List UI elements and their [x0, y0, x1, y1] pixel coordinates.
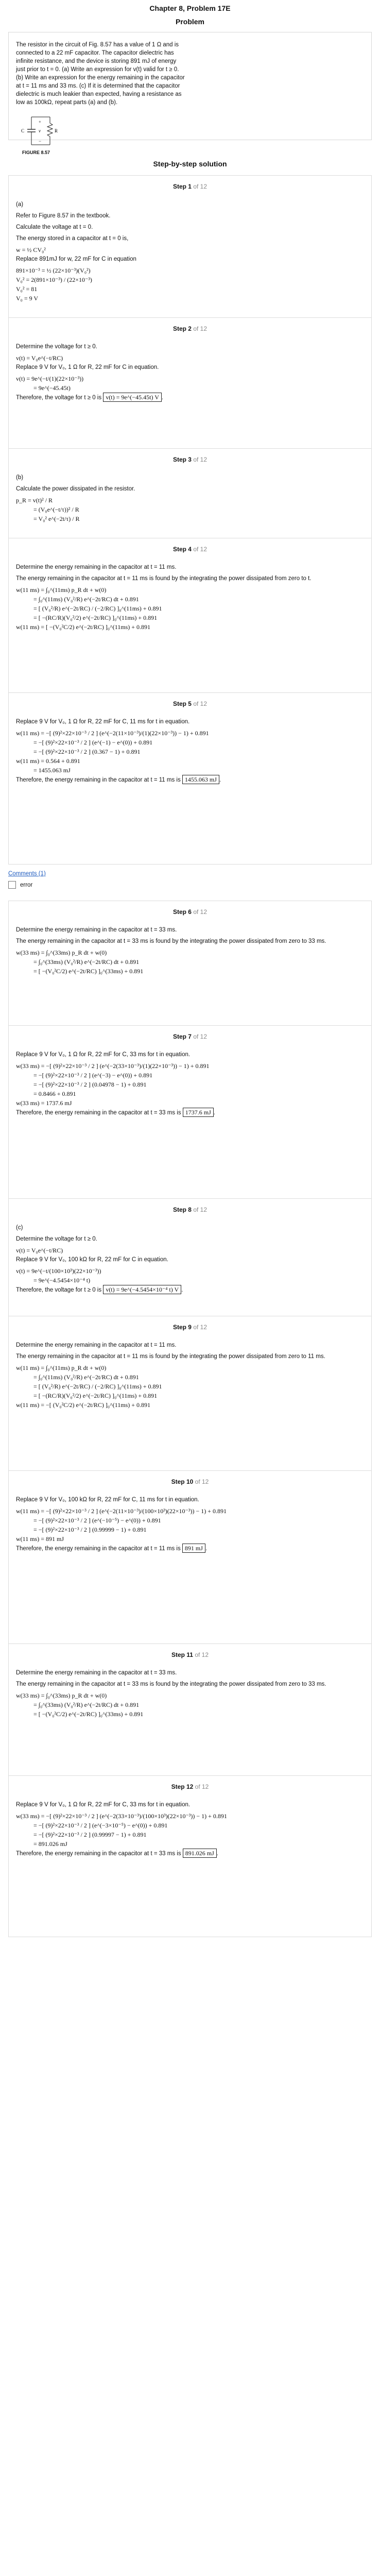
comment-entry	[8, 881, 372, 889]
step-equation: w(33 ms) = −[ (9)²×22×10⁻³ / 2 ] (e^(−2(33×10⁻³)/(1)(22×10⁻³)) − 1) + 0.891	[16, 1062, 210, 1070]
step-of-total: of 12	[193, 908, 208, 916]
step-title	[16, 1033, 364, 1040]
conclusion-text: Therefore, the energy remaining in the capacitor at t = 11 ms is	[16, 777, 182, 783]
step-2	[8, 317, 372, 448]
problem-label: Problem	[175, 18, 204, 26]
step-equation: = (V₀e^(−t/τ))² / R	[33, 506, 79, 513]
step-equation: = ∫₀^(11ms) (V₀²/R) e^(−2t/RC) dt + 0.891	[33, 596, 139, 603]
step-equation: = −[ (9)²×22×10⁻³ / 2 ] (e^(−1) − e^(0)) + 0.891	[33, 739, 153, 746]
step-text: Determine the voltage for t ≥ 0.	[16, 344, 97, 350]
step-text: Calculate the power dissipated in the resistor.	[16, 486, 135, 492]
step-number: Step 7	[172, 1033, 192, 1040]
v-label: v	[39, 128, 41, 133]
step-5	[8, 692, 372, 865]
step-title	[16, 1206, 364, 1213]
step-1	[8, 175, 372, 317]
step-equation: w(11 ms) = 0.564 + 0.891	[16, 757, 80, 765]
step-text: Determine the energy remaining in the capacitor at t = 33 ms.	[16, 1670, 177, 1676]
step-conclusion	[16, 1285, 364, 1294]
step-text: Determine the energy remaining in the capacitor at t = 11 ms.	[16, 564, 177, 570]
step-equation: w(11 ms) = −[ (9)²×22×10⁻³ / 2 ] (e^(−2(11×10⁻³)/(100×10³)(22×10⁻³)) − 1) + 0.891	[16, 1507, 227, 1515]
step-equation: w(11 ms) = [ −(V₀²C/2) e^(−2t/RC) ]₀^(11ms) + 0.891	[16, 623, 151, 631]
step-equation: = 9e^(−4.5454×10⁻⁴ t)	[33, 1277, 91, 1284]
step-title	[16, 546, 364, 553]
step-title	[16, 908, 364, 916]
step-of-total: of 12	[193, 183, 208, 190]
boxed-answer: 1737.6 mJ	[183, 1108, 214, 1117]
step-text: Determine the voltage for t ≥ 0.	[16, 1236, 97, 1242]
step-equation: 891×10⁻³ = ½ (22×10⁻³)(V₀²)	[16, 267, 91, 274]
step-text: (c)	[16, 1225, 23, 1231]
step-text: (a)	[16, 201, 24, 208]
step-of-total: of 12	[193, 546, 208, 553]
step-equation: w(33 ms) = −[ (9)²×22×10⁻³ / 2 ] (e^(−2(33×10⁻³)/(100×10³)(22×10⁻³)) − 1) + 0.891	[16, 1812, 227, 1820]
step-number: Step 12	[171, 1783, 194, 1790]
step-text: Replace 9 V for V₀, 1 Ω for R, 22 mF for C, 11 ms for t in equation.	[16, 719, 190, 725]
conclusion-end: .	[219, 777, 221, 783]
figure-caption: FIGURE 8.57	[22, 150, 50, 155]
step-equation: = −[ (9)²×22×10⁻³ / 2 ] (0.367 − 1) + 0.891	[33, 748, 141, 755]
conclusion-text: Therefore, the energy remaining in the capacitor at t = 33 ms is	[16, 1110, 183, 1116]
step-of-total: of 12	[193, 1206, 208, 1213]
step-title	[16, 183, 364, 190]
conclusion-end: .	[216, 1851, 218, 1857]
step-equation: = −[ (9)²×22×10⁻³ / 2 ] (e^(−3) − e^(0)) + 0.891	[33, 1072, 153, 1079]
step-title	[16, 1651, 364, 1658]
problem-box	[8, 32, 372, 155]
step-equation: w(11 ms) = −[ (V₀²C/2) e^(−2t/RC) ]₀^(11ms) + 0.891	[16, 1401, 151, 1409]
step-title	[16, 1478, 364, 1485]
step-text: The energy stored in a capacitor at t = 0 is,	[16, 235, 129, 242]
step-text: The energy remaining in the capacitor at t = 33 ms is found by the integrating the power dissipated from zero to 33 ms.	[16, 938, 326, 944]
step-of-total: of 12	[195, 1478, 209, 1485]
step-equation: = ∫₀^(33ms) (V₀²/R) e^(−2t/RC) dt + 0.891	[33, 1701, 140, 1708]
conclusion-text: Therefore, the voltage for t ≥ 0 is	[16, 395, 103, 401]
step-number: Step 3	[172, 456, 192, 463]
step-of-total: of 12	[193, 1324, 208, 1331]
step-equation: w = ½ CV₀²	[16, 246, 46, 253]
comment-checkbox[interactable]	[8, 881, 16, 889]
step-text: Replace 9 V for V₀, 1 Ω for R, 22 mF for C, 33 ms for t in equation.	[16, 1802, 191, 1808]
step-equation: p_R = v(t)² / R	[16, 497, 53, 504]
step-text: Replace 9 V for V₀, 1 Ω for R, 22 mF for C, 33 ms for t in equation.	[16, 1052, 191, 1058]
conclusion-text: Therefore, the energy remaining in the capacitor at t = 11 ms is	[16, 1546, 182, 1552]
conclusion-end: .	[181, 1287, 183, 1293]
step-equation: = [ (V₀²/R) e^(−2t/RC) / (−2/RC) ]₀^(11ms) + 0.891	[33, 1383, 162, 1390]
step-number: Step 2	[172, 325, 192, 332]
step-conclusion	[16, 1108, 364, 1117]
step-7	[8, 1025, 372, 1198]
step-equation: w(11 ms) = −[ (9)²×22×10⁻³ / 2 ] (e^(−2(11×10⁻³)/(1)(22×10⁻³)) − 1) + 0.891	[16, 730, 209, 737]
res-label: R	[55, 128, 58, 133]
step-text: The energy remaining in the capacitor at t = 33 ms is found by the integrating the power dissipated from zero to 33 ms.	[16, 1681, 326, 1687]
step-text: The energy remaining in the capacitor at t = 11 ms is found by the integrating the power dissipated from zero to t.	[16, 575, 312, 582]
step-of-total: of 12	[193, 325, 208, 332]
step-equation: = ∫₀^(11ms) (V₀²/R) e^(−2t/RC) dt + 0.891	[33, 1374, 139, 1381]
step-equation: = ∫₀^(33ms) (V₀²/R) e^(−2t/RC) dt + 0.891	[33, 958, 140, 965]
step-text: Replace 9 V for V₀, 1 Ω for R, 22 mF for C in equation.	[16, 364, 159, 370]
step-equation: V₀ = 9 V	[16, 295, 39, 302]
steps-container	[0, 175, 380, 1937]
step-title	[16, 456, 364, 463]
step-equation: = −[ (9)²×22×10⁻³ / 2 ] (0.99997 − 1) + 0.891	[33, 1831, 147, 1838]
step-10	[8, 1470, 372, 1643]
boxed-answer: 891.026 mJ	[183, 1849, 217, 1858]
comment-text: error	[20, 882, 33, 888]
step-6	[8, 901, 372, 1025]
step-equation: V₀² = 2(891×10⁻³) / (22×10⁻³)	[16, 276, 92, 283]
step-equation: = 0.8466 + 0.891	[33, 1090, 76, 1097]
step-title	[16, 700, 364, 707]
step-conclusion	[16, 1544, 364, 1553]
boxed-answer: v(t) = 9e^(−4.5454×10⁻⁴ t) V	[103, 1285, 181, 1294]
step-number: Step 5	[172, 700, 192, 707]
step-conclusion	[16, 393, 364, 402]
step-equation: = −[ (9)²×22×10⁻³ / 2 ] (0.04978 − 1) + 0.891	[33, 1081, 147, 1088]
minus-label: −	[39, 139, 42, 144]
step-3	[8, 448, 372, 538]
conclusion-text: Therefore, the energy remaining in the capacitor at t = 33 ms is	[16, 1851, 183, 1857]
step-title	[16, 1783, 364, 1790]
header	[0, 0, 380, 32]
step-equation: = 9e^(−45.45t)	[33, 384, 71, 392]
conclusion-end: .	[213, 1110, 215, 1116]
step-equation: = 1455.063 mJ	[33, 767, 71, 774]
step-conclusion	[16, 1849, 364, 1858]
step-text: Replace 891mJ for w, 22 mF for C in equation	[16, 256, 136, 262]
plus-label: +	[39, 120, 41, 124]
step-equation: = −[ (9)²×22×10⁻³ / 2 ] (e^(−3×10⁻⁵) − e^(0)) + 0.891	[33, 1822, 168, 1829]
boxed-answer: 1455.063 mJ	[182, 775, 219, 784]
step-8	[8, 1198, 372, 1316]
step-equation: = [ −(V₀²C/2) e^(−2t/RC) ]₀^(33ms) + 0.891	[33, 1710, 144, 1718]
step-of-total: of 12	[195, 1651, 209, 1658]
step-equation: = [ −(RC/R)(V₀²/2) e^(−2t/RC) ]₀^(11ms) + 0.891	[33, 614, 158, 621]
boxed-answer: v(t) = 9e^(−45.45t) V	[103, 393, 162, 402]
step-equation: = −[ (9)²×22×10⁻³ / 2 ] (0.99999 − 1) + 0.891	[33, 1526, 147, 1533]
step-of-total: of 12	[193, 700, 208, 707]
step-text: Replace 9 V for V₀, 100 kΩ for R, 22 mF for C, 11 ms for t in equation.	[16, 1497, 199, 1503]
step-of-total: of 12	[193, 456, 208, 463]
step-9	[8, 1316, 372, 1470]
step-of-total: of 12	[193, 1033, 208, 1040]
step-4	[8, 538, 372, 692]
step-equation: = −[ (9)²×22×10⁻³ / 2 ] (e^(−10⁻⁵) − e^(0)) + 0.891	[33, 1517, 161, 1524]
step-text: Replace 9 V for V₀, 100 kΩ for R, 22 mF for C in equation.	[16, 1257, 168, 1263]
step-11	[8, 1643, 372, 1775]
conclusion-end: .	[161, 395, 164, 401]
step-equation: w(33 ms) = 1737.6 mJ	[16, 1099, 72, 1107]
step-equation: w(33 ms) = ∫₀^(33ms) p_R dt + w(0)	[16, 1692, 107, 1699]
step-text: Determine the energy remaining in the capacitor at t = 33 ms.	[16, 927, 177, 933]
step-title	[16, 1324, 364, 1331]
step-equation: = V₀² e^(−2t/τ) / R	[33, 515, 80, 522]
step-equation: v(t) = V₀e^(−t/RC)	[16, 1247, 63, 1254]
step-equation: v(t) = V₀e^(−t/RC)	[16, 354, 63, 362]
step-12	[8, 1775, 372, 1937]
step-equation: = [ −(RC/R)(V₀²/2) e^(−2t/RC) ]₀^(11ms) + 0.891	[33, 1392, 158, 1399]
step-equation: V₀² = 81	[16, 285, 38, 293]
step-equation: = 891.026 mJ	[33, 1840, 67, 1848]
step-title	[16, 325, 364, 332]
step-text: The energy remaining in the capacitor at t = 11 ms is found by the integrating the power dissipated from zero to 11 ms.	[16, 1353, 325, 1360]
cap-label: C	[21, 128, 25, 133]
step-equation: w(11 ms) = ∫₀^(11ms) p_R dt + w(0)	[16, 1364, 107, 1371]
step-equation: v(t) = 9e^(−t/(1)(22×10⁻³))	[16, 375, 84, 382]
step-text: Determine the energy remaining in the capacitor at t = 11 ms.	[16, 1342, 177, 1348]
conclusion-end: .	[205, 1546, 208, 1552]
step-text: Calculate the voltage at t = 0.	[16, 224, 93, 230]
step-number: Step 1	[172, 183, 192, 190]
step-number: Step 8	[172, 1206, 192, 1213]
solution-title: Step-by-step solution	[153, 160, 227, 168]
step-text: Refer to Figure 8.57 in the textbook.	[16, 213, 111, 219]
circuit-diagram	[16, 114, 62, 148]
problem-text: The resistor in the circuit of Fig. 8.57 has a value of 1 Ω and is connected to a 22 mF capacitor. The capacitor dielectric has infinite resistance, and the device is storing 891 mJ of energy just prior to t = 0. (a) Write an expression for v(t) valid for t ≥ 0. (b) Write an expression for the energy remaining in the capacitor at t = 11 ms and 33 ms. (c) If it is determined that the capacitor dielectric is much leakier than expected, having a resistance as low as 100kΩ, repeat parts (a) and (b).	[16, 42, 185, 106]
step-conclusion	[16, 775, 364, 784]
step-number: Step 4	[172, 546, 192, 553]
step-equation: w(33 ms) = ∫₀^(33ms) p_R dt + w(0)	[16, 949, 107, 956]
chapter-title: Chapter 8, Problem 17E	[149, 4, 231, 12]
step-number: Step 6	[172, 908, 192, 916]
conclusion-text: Therefore, the voltage for t ≥ 0 is	[16, 1287, 103, 1293]
step-number: Step 11	[171, 1651, 193, 1658]
comments-link[interactable]: Comments (1)	[8, 871, 46, 877]
step-text: (b)	[16, 474, 24, 481]
comments-section	[8, 870, 372, 901]
step-number: Step 9	[172, 1324, 192, 1331]
step-number: Step 10	[171, 1478, 194, 1485]
step-equation: v(t) = 9e^(−t/(100×10³)(22×10⁻³))	[16, 1267, 101, 1275]
boxed-answer: 891 mJ	[182, 1544, 205, 1553]
step-of-total: of 12	[195, 1783, 209, 1790]
step-equation: w(11 ms) = ∫₀^(11ms) p_R dt + w(0)	[16, 586, 107, 594]
step-equation: = [ −(V₀²C/2) e^(−2t/RC) ]₀^(33ms) + 0.891	[33, 968, 144, 975]
circuit-figure	[16, 114, 62, 155]
step-equation: w(11 ms) = 891 mJ	[16, 1535, 64, 1543]
step-equation: = [ (V₀²/R) e^(−2t/RC) / (−2/RC) ]₀^(11ms) + 0.891	[33, 605, 162, 612]
